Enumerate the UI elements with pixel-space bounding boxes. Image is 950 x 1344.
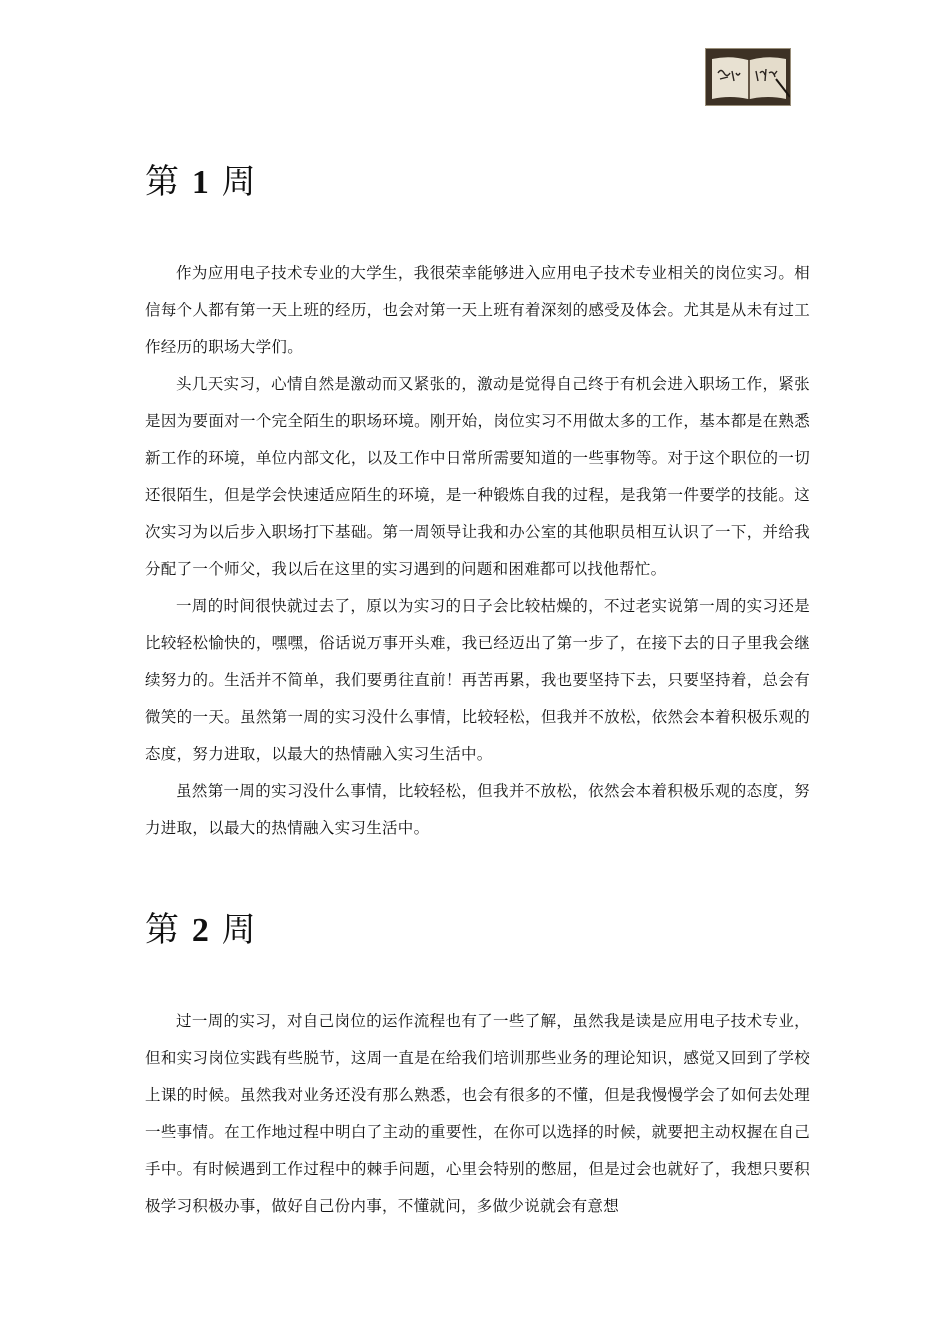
open-book-icon xyxy=(706,49,791,106)
paragraph: 头几天实习，心情自然是激动而又紧张的，激动是觉得自己终于有机会进入职场工作，紧张是因为要面对一个完全陌生的职场环境。刚开始，岗位实习不用做太多的工作，基本都是在熟悉新工作的环境，单位内部文化，以及工作中日常所需要知道的一些事物等。对于这个职位的一切还很陌生，但是学会快速适应陌生的环境，是一种锻炼自我的过程，是我第一件要学的技能。这次实习为以后步入职场打下基础。第一周领导让我和办公室的其他职员相互认识了一下，并给我分配了一个师父，我以后在这里的实习遇到的问题和困难都可以找他帮忙。 xyxy=(145,375,810,578)
week-1-heading: 第 1 周 xyxy=(145,162,257,202)
paragraph: 虽然第一周的实习没什么事情，比较轻松，但我并不放松，依然会本着积极乐观的态度，努力进取，以最大的热情融入实习生活中。 xyxy=(145,782,810,837)
notebook-logo-image xyxy=(705,48,791,106)
week-1-body xyxy=(145,255,810,847)
paragraph: 作为应用电子技术专业的大学生，我很荣幸能够进入应用电子技术专业相关的岗位实习。相信每个人都有第一天上班的经历，也会对第一天上班有着深刻的感受及体会。尤其是从未有过工作经历的职场大学们。 xyxy=(145,264,810,356)
paragraph: 过一周的实习，对自己岗位的运作流程也有了一些了解，虽然我是读是应用电子技术专业，但和实习岗位实践有些脱节，这周一直是在给我们培训那些业务的理论知识，感觉又回到了学校上课的时候。虽然我对业务还没有那么熟悉，也会有很多的不懂，但是我慢慢学会了如何去处理一些事情。在工作地过程中明白了主动的重要性，在你可以选择的时候，就要把主动权握在自己手中。有时候遇到工作过程中的棘手问题，心里会特别的憋屈，但是过会也就好了，我想只要积极学习积极办事，做好自己份内事，不懂就问，多做少说就会有意想 xyxy=(145,1012,810,1215)
paragraph: 一周的时间很快就过去了，原以为实习的日子会比较枯燥的，不过老实说第一周的实习还是比较轻松愉快的，嘿嘿，俗话说万事开头难，我已经迈出了第一步了，在接下去的日子里我会继续努力的。生活并不简单，我们要勇往直前！再苦再累，我也要坚持下去，只要坚持着，总会有微笑的一天。虽然第一周的实习没什么事情，比较轻松，但我并不放松，依然会本着积极乐观的态度，努力进取，以最大的热情融入实习生活中。 xyxy=(145,597,810,763)
week-2-heading: 第 2 周 xyxy=(145,910,257,950)
week-2-body xyxy=(145,1003,810,1225)
